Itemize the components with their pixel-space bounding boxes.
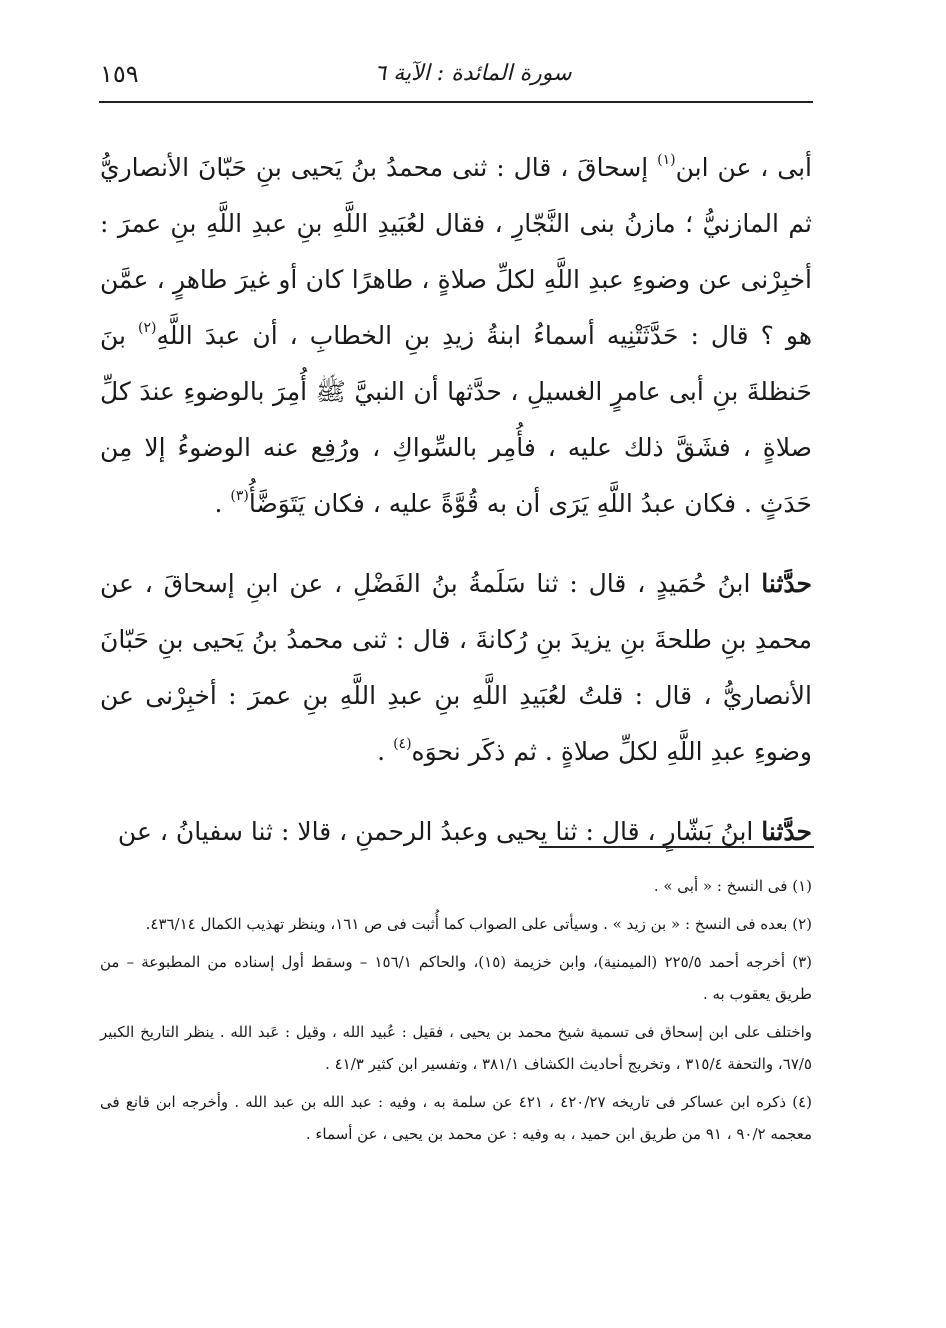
paragraph-1-text-a: أبى ، عن ابن xyxy=(675,153,812,182)
footnote-ref-1: (١) xyxy=(657,152,676,168)
footnote-ref-4: (٤) xyxy=(393,736,412,752)
header-rule xyxy=(99,101,813,103)
footnote-rule xyxy=(539,846,814,848)
paragraph-3 xyxy=(100,804,812,860)
footnote-2: (٢) بعده فى النسخ : « بن زيد » . وسيأتى على الصواب كما أُثبت فى ص ١٦١، وينظر تهذيب الكمال ٤٣٦/١٤. xyxy=(145,915,812,933)
footnote-3-continuation: واختلف على ابن إسحاق فى تسمية شيخ محمد بن يحيى ، فقيل : عُبيد الله ، وقيل : عَبد الله . ينظر التاريخ الكبير ٦٧/٥، والتحفة ٣١٥/٤ ، وتخريج أحاديث الكشاف ٣٨١/١ ، وتفسير ابن كثير ٤١/٣ . xyxy=(100,1023,812,1073)
main-text xyxy=(100,140,812,860)
paragraph-1-text-c: بنَ حَنظلةَ بنِ أبى عامرٍ الغسيلِ ، حدَّثها أن النبيَّ ﷺ أُمِرَ بالوضوءِ عندَ كلِّ صلاةٍ ، فشَقَّ ذلك عليه ، فأُمِر بالسِّواكِ ، ورُفِع عنه الوضوءُ إلا مِن حَدَثٍ . فكان عبدُ اللَّهِ يَرَى أن به قُوَّةً عليه ، فكان يَتَوَضَّأُ xyxy=(100,321,812,518)
footnote-4: (٤) ذكره ابن عساكر فى تاريخه ٤٢٠/٢٧ ، ٤٢١ عن سلمة به ، وفيه : عبد الله بن عبد الله . وأخرجه ابن قانع فى معجمه ٩٠/٢ ، ٩١ من طريق ابن حميد ، به وفيه : عن محمد بن يحيى ، عن أسماء . xyxy=(100,1093,812,1143)
footnote-ref-3: (٣) xyxy=(230,488,249,504)
paragraph-1-text-d: . xyxy=(214,489,231,518)
footnotes xyxy=(100,870,812,1156)
footnote-1: (١) فى النسخ : « أبى » . xyxy=(653,877,812,895)
paragraph-3-lead: حدَّثنا xyxy=(761,817,812,846)
paragraph-2-text-b: . xyxy=(377,737,394,766)
paragraph-1-text-b: إسحاقَ ، قال : ثنى محمدُ بنُ يَحيى بنِ حَبّانَ الأنصاريُّ ثم المازنيُّ ؛ مازنُ بنى النَّجّارِ ، فقال لعُبَيدِ اللَّهِ بنِ عبدِ اللَّهِ بنِ عمرَ : أخبِرْنى عن وضوءِ عبدِ اللَّهِ لكلِّ صلاةٍ ، طاهرًا كان أو غيرَ طاهرٍ ، عمَّن هو ؟ قال : حَدَّثَتْنِيه أسماءُ ابنةُ زيدِ بنِ الخطابِ ، أن عبدَ اللَّهِ xyxy=(100,153,812,350)
paragraph-1 xyxy=(100,140,812,532)
footnote-ref-2: (٢) xyxy=(138,320,157,336)
paragraph-2-text-a: ابنُ حُمَيدٍ ، قال : ثنا سَلَمةُ بنُ الفَضْلِ ، عن ابنِ إسحاقَ ، عن محمدِ بنِ طلحةَ بنِ يزيدَ بنِ رُكانةَ ، قال : ثنى محمدُ بنُ يَحيى بنِ حَبّانَ الأنصاريُّ ، قال : قلتُ لعُبَيدِ اللَّهِ بنِ عبدِ اللَّهِ بنِ عمرَ : أخبِرْنى عن وضوءِ عبدِ اللَّهِ لكلِّ صلاةٍ . ثم ذكَر نحوَه xyxy=(100,569,812,766)
paragraph-3-text-a: ابنُ بَشّارٍ ، قال : ثنا يحيى وعبدُ الرحمنِ ، قالا : ثنا سفيانُ ، عن xyxy=(117,817,762,846)
paragraph-2 xyxy=(100,556,812,780)
page-number: ١٥٩ xyxy=(100,60,139,88)
running-title: سورة المائدة : الآية ٦ xyxy=(374,61,572,86)
footnote-3: (٣) أخرجه أحمد ٢٢٥/٥ (الميمنية)، وابن خزيمة (١٥)، والحاكم ١٥٦/١ – وسقط أول إسناده من المطبوعة – من طريق يعقوب به . xyxy=(100,953,812,1003)
paragraph-2-lead: حدَّثنا xyxy=(761,569,812,598)
